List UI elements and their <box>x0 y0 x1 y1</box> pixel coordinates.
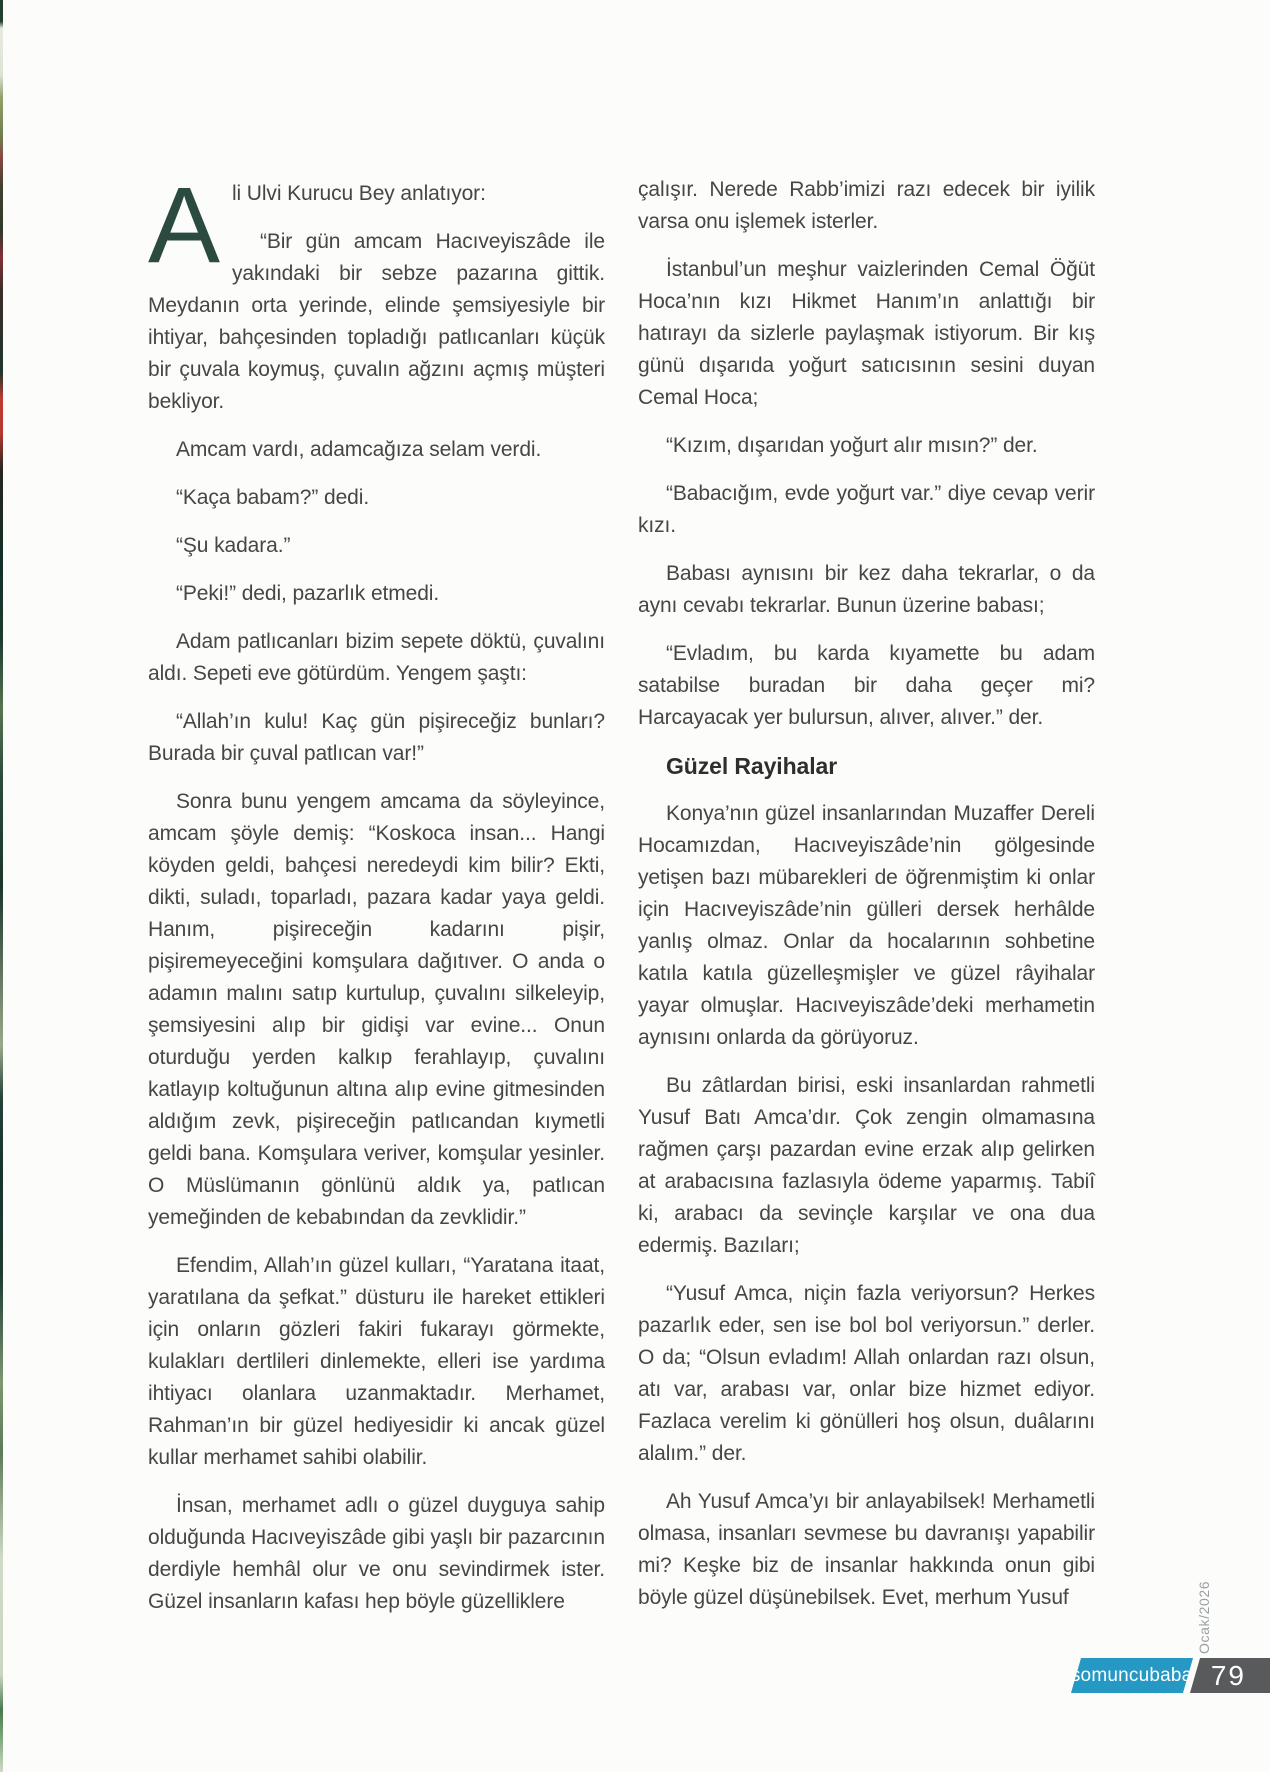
paragraph: “Peki!” dedi, pazarlık etmedi. <box>176 582 440 605</box>
page-edge-photo-strip <box>0 0 3 1772</box>
paragraph: Konya’nın güzel insanlarından Muzaffer Dereli Hocamızdan, Hacıveyiszâde’nin gölgesinde yetişen bazı mübarekleri de öğrenmiştim ki onlar için Hacıveyiszâde’nin gülleri dersek herhâlde yanlış olmaz. Onlar da hocalarının sohbetine katıla katıla güzelleşmişler ve güzel râyihalar yayar olmuşlar. Hacıveyiszâde’deki merhametin aynısını onlarda da görüyoruz. <box>638 802 1095 1049</box>
brand-label: somuncubaba <box>1071 1664 1193 1686</box>
paragraph: çalışır. Nerede Rabb’imizi razı edecek bir iyilik varsa onu işlemek isterler. <box>638 178 1095 233</box>
paragraph: Sonra bunu yengem amcama da söyleyince, amcam şöyle demiş: “Koskoca insan... Hangi köyden geldi, bahçesi neredeydi kim bilir? Ekti, dikti, suladı, toparladı, pazara kadar yaya geldi. Hanım, pişireceğin kadarını pişir, pişiremeyeceğini komşulara dağıtıver. O anda o adamın malını satıp kurtulup, çuvalını silkeleyip, şemsiyesini alıp bir gidişi var evine... Onun oturduğu yerden kalkıp ferahlayıp, çuvalını katlayıp koltuğunun altına alıp evine gitmesinden aldığım zevk, pişireceğin patlıcandan kıymetli geldi bana. Komşulara veriver, komşular yesinler. O Müslümanın gönlünü aldık ya, patlıcan yemeğinden de kebabından da zevklidir.” <box>148 790 605 1229</box>
paragraph: “Bir gün amcam Hacıveyiszâde ile yakındaki bir sebze pazarına gittik. Meydanın orta yerinde, elinde şemsiyesiyle bir ihtiyar, bahçesinden topladığı patlıcanları küçük bir çuvala koymuş, çuvalın ağzını açmış müşteri bekliyor. <box>148 230 605 413</box>
issue-date-vertical: Ocak/2026 <box>1196 1580 1212 1654</box>
paragraph: “Yusuf Amca, niçin fazla veriyorsun? Herkes pazarlık eder, sen ise bol bol veriyorsun.” derler. O da; “Olsun evladım! Allah onlardan razı olsun, atı var, arabası var, onlar bize hizmet ediyor. Fazlaca verelim ki gönülleri hoş olsun, duâlarını alalım.” der. <box>638 1282 1095 1465</box>
paragraph: Amcam vardı, adamcağıza selam verdi. <box>176 438 542 461</box>
page-number: 79 <box>1211 1659 1247 1691</box>
paragraph: “Allah’ın kulu! Kaç gün pişireceğiz bunları? Burada bir çuval patlıcan var!” <box>148 710 605 765</box>
paragraph: İstanbul’un meşhur vaizlerinden Cemal Öğüt Hoca’nın kızı Hikmet Hanım’ın anlattığı bir hatırayı da sizlerle paylaşmak istiyorum. Bir kış günü dışarıda yoğurt satıcısının sesini duyan Cemal Hoca; <box>638 258 1095 409</box>
brand-banner <box>1071 1658 1193 1693</box>
paragraph: Ah Yusuf Amca’yı bir anlayabilsek! Merhametli olmasa, insanları sevmese bu davranışı yapabilir mi? Keşke biz de insanlar hakkında onun gibi böyle güzel düşünebilsek. Evet, merhum Yusuf <box>638 1490 1095 1609</box>
text-column-left <box>148 164 605 1618</box>
text-column-right <box>638 174 1095 1614</box>
paragraph: “Kaça babam?” dedi. <box>176 486 370 509</box>
section-heading: Güzel Rayihalar <box>666 753 838 779</box>
paragraph: “Babacığım, evde yoğurt var.” diye cevap verir kızı. <box>638 482 1095 537</box>
paragraph: “Kızım, dışarıdan yoğurt alır mısın?” der. <box>666 434 1038 457</box>
footer-banner <box>1070 1658 1270 1693</box>
paragraph: Ali Ulvi Kurucu Bey anlatıyor: <box>148 164 486 285</box>
paragraph: Bu zâtlardan birisi, eski insanlardan rahmetli Yusuf Batı Amca’dır. Çok zengin olmamasına rağmen çarşı pazardan evine erzak alıp gelirken at arabacısına fazlasıyla ödeme yaparmış. Tabiî ki, arabacı da sevinçle karşılar ve ona dua edermiş. Bazıları; <box>638 1074 1095 1257</box>
paragraph: “Evladım, bu karda kıyamette bu adam satabilse buradan bir daha geçer mi? Harcayacak yer bulursun, alıver, alıver.” der. <box>638 642 1095 729</box>
paragraph: Babası aynısını bir kez daha tekrarlar, o da aynı cevabı tekrarlar. Bunun üzerine babası; <box>638 562 1095 617</box>
paragraph: İnsan, merhamet adlı o güzel duyguya sahip olduğunda Hacıveyiszâde gibi yaşlı bir pazarcının derdiyle hemhâl olur ve onu sevindirmek ister. Güzel insanların kafası hep böyle güzelliklere <box>148 1494 605 1613</box>
paragraph: “Şu kadara.” <box>176 534 291 557</box>
page-number-banner <box>1190 1658 1270 1693</box>
paragraph: Adam patlıcanları bizim sepete döktü, çuvalını aldı. Sepeti eve götürdüm. Yengem şaştı: <box>148 630 605 685</box>
paragraph: Efendim, Allah’ın güzel kulları, “Yaratana itaat, yaratılana da şefkat.” düsturu ile hareket ettikleri için onların gözleri fakiri fukarayı görmekte, kulakları dertlileri dinlemekte, elleri ise yardıma ihtiyacı olanlara uzanmaktadır. Merhamet, Rahman’ın bir güzel hediyesidir ki ancak güzel kullar merhamet sahibi olabilir. <box>148 1254 605 1469</box>
drop-cap: A <box>148 164 220 285</box>
